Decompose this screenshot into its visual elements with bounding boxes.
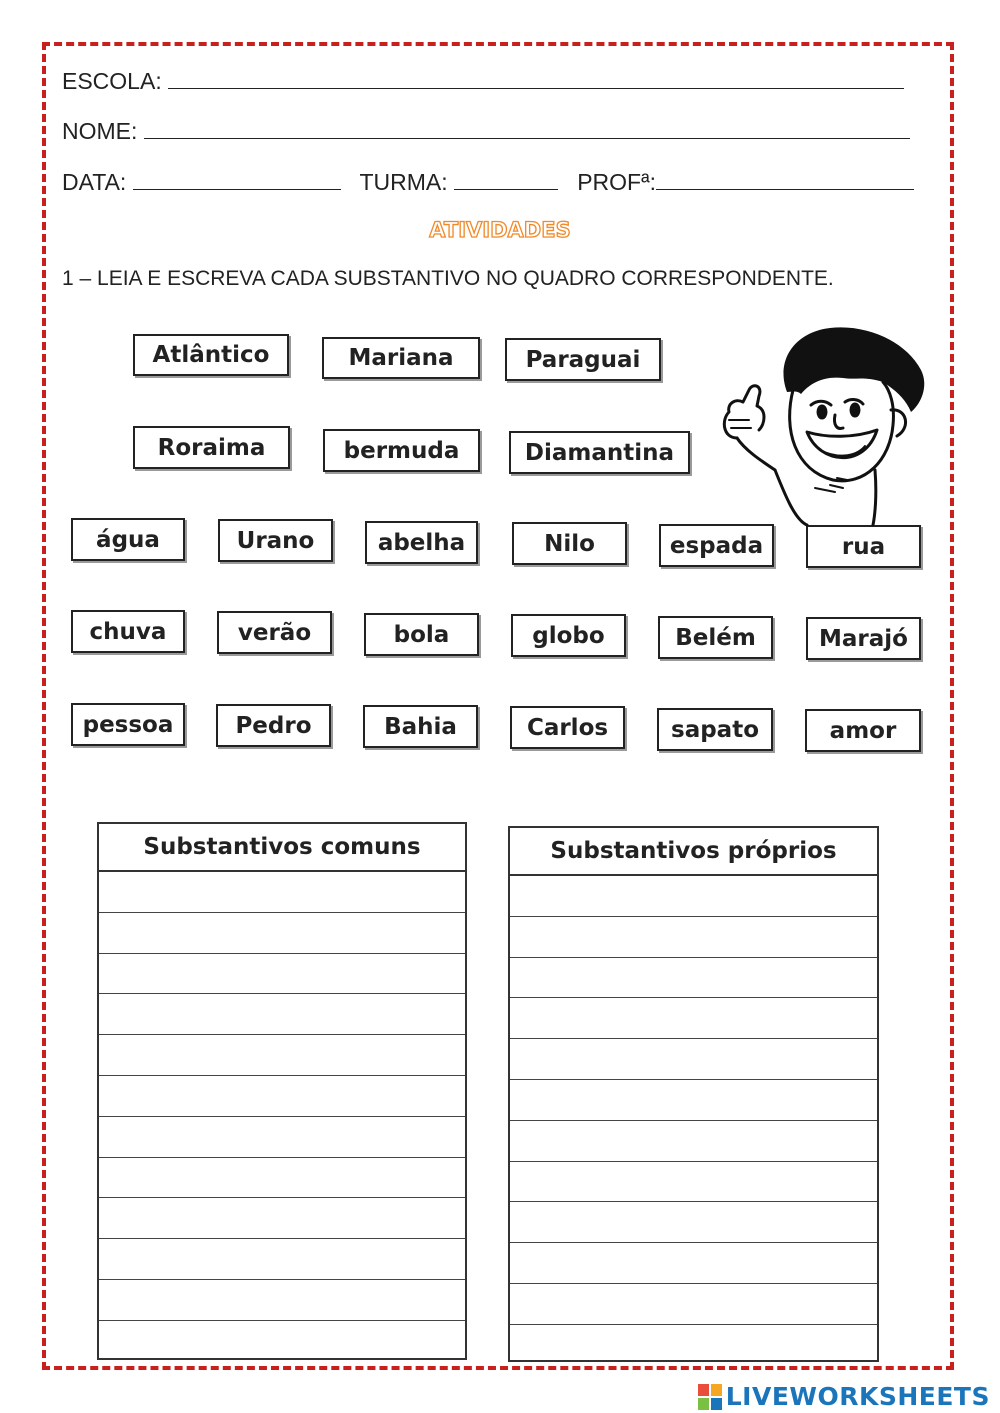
table-comuns-title: Substantivos comuns	[99, 824, 465, 872]
word-card[interactable]: Marajó	[806, 617, 921, 660]
instruction-text: 1 – LEIA E ESCREVA CADA SUBSTANTIVO NO QUADRO CORRESPONDENTE.	[62, 267, 834, 290]
word-card[interactable]: chuva	[71, 610, 185, 653]
word-card[interactable]: Bahia	[363, 705, 478, 748]
word-card[interactable]: Mariana	[322, 337, 480, 379]
word-card[interactable]: Roraima	[133, 426, 290, 469]
word-card[interactable]: Pedro	[216, 704, 331, 747]
liveworksheets-logo-icon	[698, 1384, 722, 1410]
table-substantivos-proprios	[508, 826, 879, 1362]
table-row[interactable]	[510, 1325, 877, 1366]
table-row[interactable]	[510, 958, 877, 999]
table-row[interactable]	[510, 1202, 877, 1243]
prof-label: PROFª:	[577, 169, 657, 195]
data-blank[interactable]	[133, 167, 341, 190]
word-card[interactable]: água	[71, 518, 185, 561]
table-row[interactable]	[99, 872, 465, 913]
turma-blank[interactable]	[454, 167, 558, 190]
table-row[interactable]	[510, 998, 877, 1039]
table-row[interactable]	[510, 917, 877, 958]
table-row[interactable]	[510, 1162, 877, 1203]
word-card[interactable]: Urano	[218, 519, 333, 562]
nome-blank[interactable]	[144, 116, 910, 139]
table-row[interactable]	[510, 1121, 877, 1162]
table-row[interactable]	[99, 1239, 465, 1280]
word-card[interactable]: Diamantina	[509, 431, 690, 474]
prof-blank[interactable]	[656, 167, 914, 190]
word-card[interactable]: verão	[217, 611, 332, 654]
escola-line	[62, 66, 904, 95]
table-row[interactable]	[510, 1039, 877, 1080]
table-proprios-title: Substantivos próprios	[510, 828, 877, 876]
liveworksheets-brand	[698, 1382, 990, 1411]
table-row[interactable]	[99, 1321, 465, 1362]
data-line	[62, 167, 914, 196]
word-card[interactable]: Atlântico	[133, 334, 289, 376]
escola-label: ESCOLA:	[62, 68, 162, 94]
brand-text: LIVEWORKSHEETS	[725, 1382, 990, 1411]
word-card[interactable]: globo	[511, 614, 626, 657]
table-row[interactable]	[510, 1080, 877, 1121]
word-card[interactable]: pessoa	[71, 703, 185, 746]
activities-title: ATIVIDADES	[429, 218, 571, 242]
word-card[interactable]: Nilo	[512, 522, 627, 565]
table-row[interactable]	[99, 1280, 465, 1321]
word-card[interactable]: Carlos	[510, 706, 625, 749]
table-row[interactable]	[99, 954, 465, 995]
turma-label: TURMA:	[359, 169, 448, 195]
table-row[interactable]	[99, 913, 465, 954]
table-row[interactable]	[99, 1117, 465, 1158]
word-card[interactable]: amor	[805, 709, 921, 752]
table-row[interactable]	[99, 1076, 465, 1117]
word-card[interactable]: bermuda	[323, 429, 480, 472]
word-card[interactable]: Paraguai	[505, 338, 661, 381]
escola-blank[interactable]	[168, 66, 904, 89]
table-row[interactable]	[99, 994, 465, 1035]
table-row[interactable]	[99, 1158, 465, 1199]
table-row[interactable]	[510, 1243, 877, 1284]
word-card[interactable]: rua	[806, 525, 921, 568]
table-row[interactable]	[99, 1035, 465, 1076]
table-row[interactable]	[510, 876, 877, 917]
word-card[interactable]: espada	[659, 524, 774, 567]
nome-label: NOME:	[62, 118, 138, 144]
nome-line	[62, 116, 910, 145]
word-card[interactable]: sapato	[657, 708, 773, 751]
word-card[interactable]: bola	[364, 613, 479, 656]
cartoon-boy-thumbs-up-illustration	[715, 320, 935, 535]
table-substantivos-comuns	[97, 822, 467, 1360]
table-row[interactable]	[510, 1284, 877, 1325]
word-card[interactable]: abelha	[365, 521, 478, 564]
word-card[interactable]: Belém	[658, 616, 773, 659]
data-label: DATA:	[62, 169, 127, 195]
table-row[interactable]	[99, 1198, 465, 1239]
